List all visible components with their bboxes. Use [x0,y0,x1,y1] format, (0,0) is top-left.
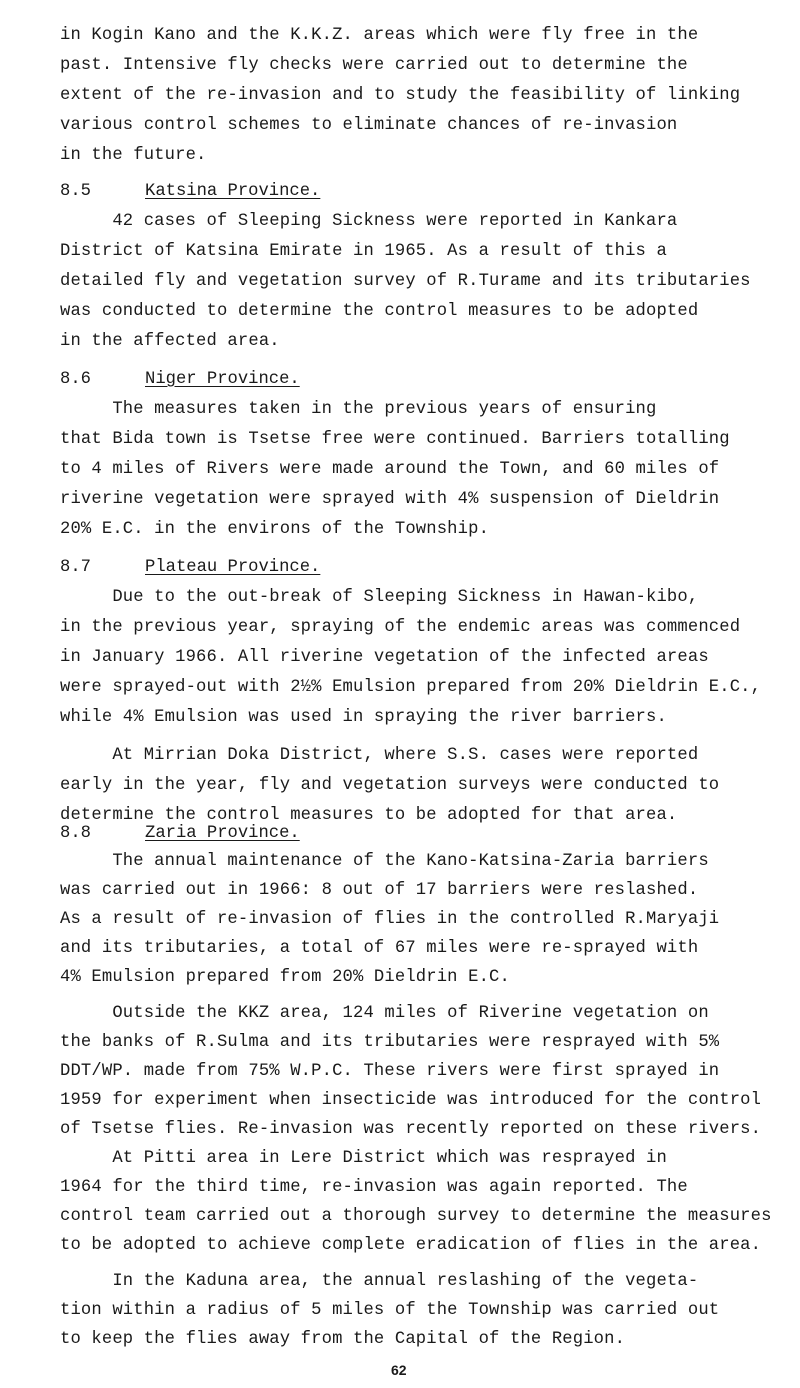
section-8-7-line: in January 1966. All riverine vegetation of the infected areas [60,648,709,667]
section-8-8-line: Outside the KKZ area, 124 miles of Riverine vegetation on [60,1004,709,1023]
section-number-8-6: 8.6 [60,370,91,389]
section-8-5-line: District of Katsina Emirate in 1965. As a result of this a [60,242,667,261]
section-8-8-line: DDT/WP. made from 75% W.P.C. These rivers were first sprayed in [60,1062,720,1081]
section-8-6-line: that Bida town is Tsetse free were continued. Barriers totalling [60,430,730,449]
section-8-5-line: was conducted to determine the control measures to be adopted [60,302,699,321]
section-8-7-line: At Mirrian Doka District, where S.S. cases were reported [60,746,699,765]
section-8-6-line: riverine vegetation were sprayed with 4% suspension of Dieldrin [60,490,720,509]
section-8-8-line: tion within a radius of 5 miles of the Township was carried out [60,1301,720,1320]
section-8-8-line: to keep the flies away from the Capital of the Region. [60,1330,626,1349]
section-8-8-line: The annual maintenance of the Kano-Katsina-Zaria barriers [60,852,709,871]
section-8-7-line: early in the year, fly and vegetation surveys were conducted to [60,776,720,795]
section-8-8-line: 4% Emulsion prepared from 20% Dieldrin E.C. [60,968,510,987]
intro-line: various control schemes to eliminate chances of re-invasion [60,116,678,135]
section-heading-niger: Niger Province. [145,370,300,389]
section-8-8-line: was carried out in 1966: 8 out of 17 barriers were reslashed. [60,881,699,900]
section-8-8-line: In the Kaduna area, the annual reslashing of the vegeta- [60,1272,699,1291]
section-8-8-line: the banks of R.Sulma and its tributaries were resprayed with 5% [60,1033,720,1052]
section-8-5-line: detailed fly and vegetation survey of R.Turame and its tributaries [60,272,751,291]
section-number-8-8: 8.8 [60,824,91,843]
section-number-8-5: 8.5 [60,182,91,201]
section-8-7-line: in the previous year, spraying of the endemic areas was commenced [60,618,741,637]
section-8-8-line: 1959 for experiment when insecticide was introduced for the control [60,1091,762,1110]
section-8-8-line: At Pitti area in Lere District which was resprayed in [60,1149,667,1168]
section-8-8-line: 1964 for the third time, re-invasion was again reported. The [60,1178,688,1197]
section-8-6-line: The measures taken in the previous years of ensuring [60,400,657,419]
section-8-7-line: determine the control measures to be adopted for that area. [60,806,678,825]
section-heading-plateau: Plateau Province. [145,558,321,577]
section-8-8-line: control team carried out a thorough survey to determine the measures [60,1207,772,1226]
intro-line: past. Intensive fly checks were carried out to determine the [60,56,688,75]
section-8-8-line: and its tributaries, a total of 67 miles were re-sprayed with [60,939,699,958]
section-8-6-line: to 4 miles of Rivers were made around the Town, and 60 miles of [60,460,720,479]
section-8-7-line: were sprayed-out with 2½% Emulsion prepared from 20% Dieldrin E.C., [60,678,762,697]
section-8-8-line: As a result of re-invasion of flies in the controlled R.Maryaji [60,910,720,929]
section-8-8-line: of Tsetse flies. Re-invasion was recently reported on these rivers. [60,1120,762,1139]
intro-line: in the future. [60,146,207,165]
section-8-7-line: while 4% Emulsion was used in spraying the river barriers. [60,708,667,727]
intro-line: extent of the re-invasion and to study the feasibility of linking [60,86,741,105]
intro-line: in Kogin Kano and the K.K.Z. areas which were fly free in the [60,26,699,45]
section-heading-zaria: Zaria Province. [145,824,300,843]
page-number: 62 [391,1362,407,1378]
section-8-5-line: in the affected area. [60,332,280,351]
section-8-7-line: Due to the out-break of Sleeping Sickness in Hawan-kibo, [60,588,699,607]
section-8-8-line: to be adopted to achieve complete eradication of flies in the area. [60,1236,762,1255]
section-heading-katsina: Katsina Province. [145,182,321,201]
section-8-5-line: 42 cases of Sleeping Sickness were reported in Kankara [60,212,678,231]
section-8-6-line: 20% E.C. in the environs of the Township. [60,520,490,539]
section-number-8-7: 8.7 [60,558,91,577]
